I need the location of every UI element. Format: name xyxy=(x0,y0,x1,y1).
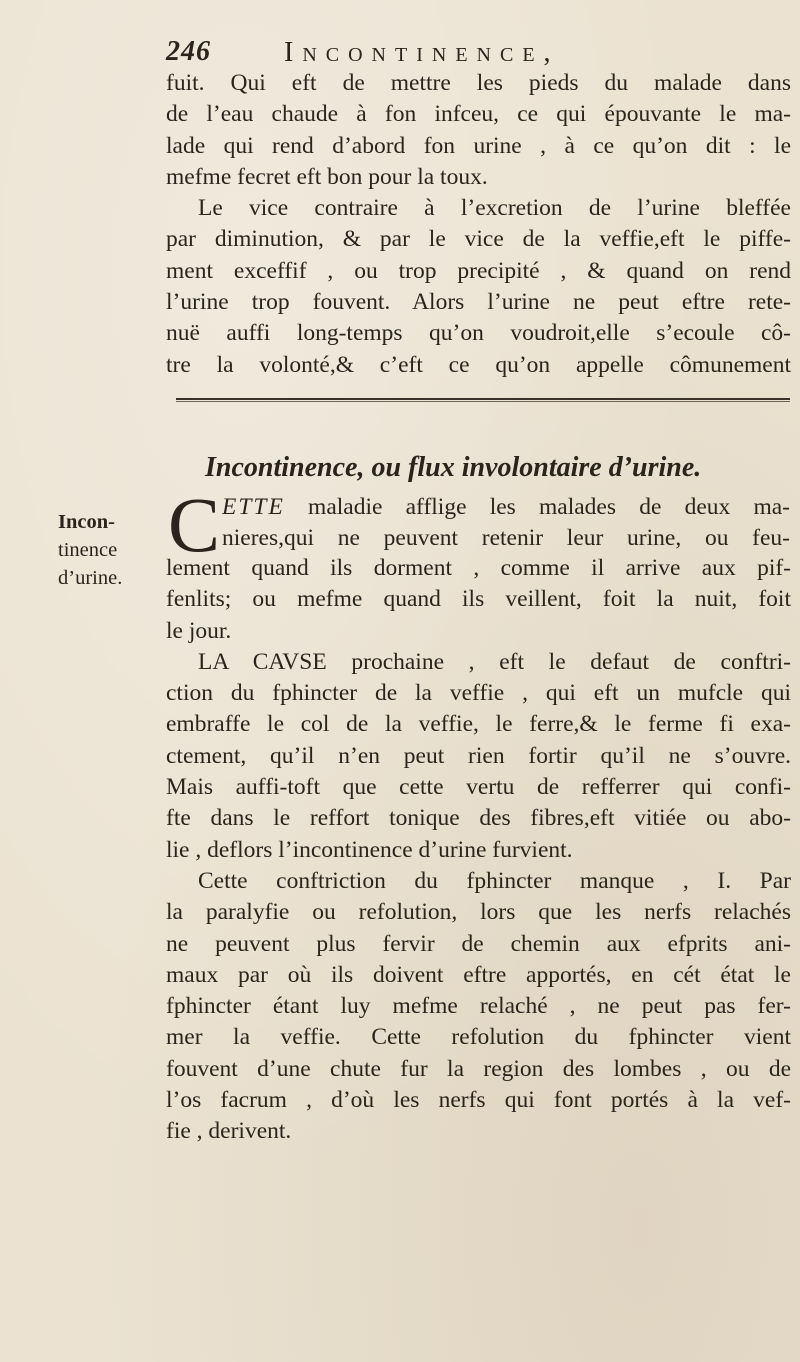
text-block-bottom xyxy=(166,553,791,1148)
small-caps-word: ETTE xyxy=(222,494,285,520)
text-line: Cette conftriction du fphincter manque , I. Par xyxy=(198,867,791,894)
text-line: Le vice contraire à l’excretion de l’urine bleffée xyxy=(198,195,791,222)
text-line: nieres,qui ne peuvent retenir leur urine, ou feu- xyxy=(222,525,790,551)
text-line: ne peuvent plus fervir de chemin aux efprits ani- xyxy=(166,930,791,957)
text-line: nuë auffi long-temps qu’on voudroit,elle s’ecoule cô- xyxy=(166,320,791,347)
text-line: lie , deflors l’incontinence d’urine furvient. xyxy=(166,836,573,863)
text-line: fuit. Qui eft de mettre les pieds du malade dans xyxy=(166,70,791,96)
text-line: fphincter étant luy mefme relaché , ne peut pas fer- xyxy=(166,993,791,1020)
text-line: lement quand ils dorment , comme il arrive aux pif- xyxy=(166,555,791,581)
margin-note-line: d’urine. xyxy=(58,567,123,589)
text-block-top xyxy=(166,68,791,381)
text-line: tre la volonté,& c’eft ce qu’on appelle cômunement xyxy=(166,351,791,378)
text-line: Mais auffi-toft que cette vertu de refferrer qui confi- xyxy=(166,774,791,801)
margin-note xyxy=(58,508,168,592)
text-line: ction du fphincter de la veffie , qui eft un mufcle qui xyxy=(166,680,791,707)
text-line: ment exceffif , ou trop precipité , & quand on rend xyxy=(166,257,791,284)
margin-note-line: Incon- xyxy=(58,511,115,533)
text-line: l’urine trop fouvent. Alors l’urine ne peut eftre rete- xyxy=(166,289,791,316)
text-line: l’os facrum , d’où les nerfs qui font portés à la vef- xyxy=(166,1087,791,1114)
text-line: de l’eau chaude à fon infceu, ce qui épouvante le ma- xyxy=(166,101,791,128)
text-line: fie , derivent. xyxy=(166,1118,292,1145)
text-line: fenlits; ou mefme quand ils veillent, foit la nuit, foit xyxy=(166,586,791,613)
text-line: mer la veffie. Cette refolution du fphincter vient xyxy=(166,1024,791,1051)
text-line: par diminution, & par le vice de la veffie,eft le piffe- xyxy=(166,226,791,253)
text-line: la paralyfie ou refolution, lors que les nerfs relachés xyxy=(166,899,791,926)
section-title: Incontinence, ou flux involontaire d’urine. xyxy=(205,452,702,483)
text-line: maux par où ils doivent eftre apportés, en cét état le xyxy=(166,961,791,988)
text-line: ctement, qu’il n’en peut rien fortir qu’il ne s’ouvre. xyxy=(166,742,791,769)
text-line xyxy=(222,492,790,523)
page-number: 246 xyxy=(166,36,211,67)
margin-note-line: tinence xyxy=(58,539,118,561)
text-line: fouvent d’une chute fur la region des lombes , ou de xyxy=(166,1055,791,1082)
text-line: LA CAVSE prochaine , eft le defaut de conftri- xyxy=(198,648,791,675)
text-line: lade qui rend d’abord fon urine , à ce qu’on dit : le xyxy=(166,132,791,159)
section-divider xyxy=(176,398,790,400)
text-line: embraffe le col de la veffie, le ferre,& le ferme fi exa- xyxy=(166,711,791,738)
section-divider-thin xyxy=(176,401,790,402)
text-line: fte dans le reffort tonique des fibres,eft vitiée ou abo- xyxy=(166,805,791,832)
text-fragment: maladie afflige les malades de deux ma- xyxy=(284,494,790,520)
text-line: mefme fecret eft bon pour la toux. xyxy=(166,163,488,190)
text-line: le jour. xyxy=(166,617,232,644)
running-head: Incontinence, xyxy=(284,37,560,68)
drop-cap: C xyxy=(168,481,221,568)
